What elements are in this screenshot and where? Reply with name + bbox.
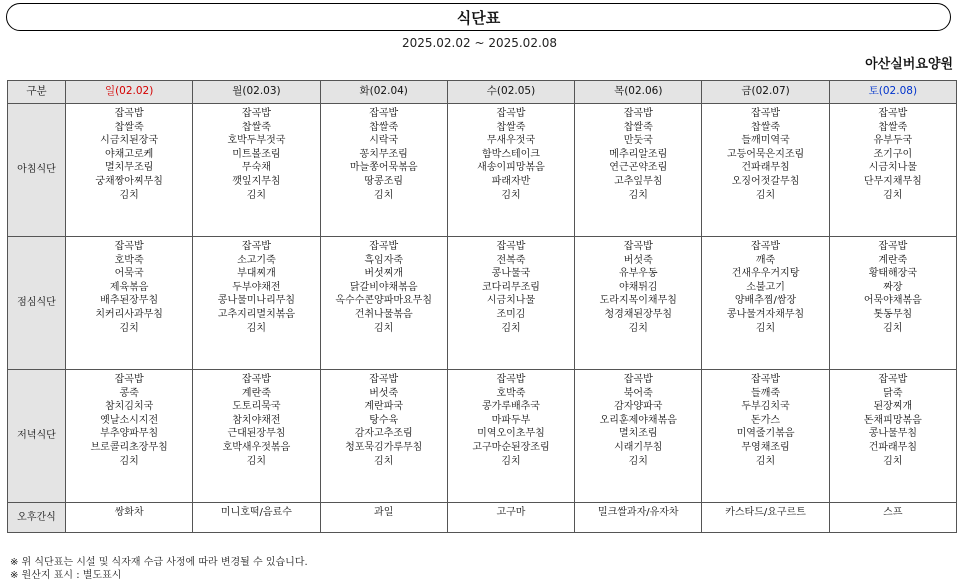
menu-item: 콩죽 <box>119 387 139 399</box>
menu-item: 김치 <box>883 189 903 201</box>
menu-item: 무영채조림 <box>741 441 790 453</box>
menu-item: 잡곡밥 <box>369 108 399 119</box>
page-title: 식단표 <box>456 8 501 27</box>
menu-item: 잡곡밥 <box>369 374 399 385</box>
menu-item: 야채고로케 <box>104 148 154 160</box>
menu-item: 건새우우거지탕 <box>731 268 800 280</box>
menu-item: 궁채짱아찌무침 <box>95 175 163 187</box>
meal-cell <box>575 104 702 237</box>
meal-cell <box>829 104 956 237</box>
menu-item: 짜장 <box>883 281 903 293</box>
menu-item: 마파두부 <box>491 414 531 426</box>
menu-item: 건취나물볶음 <box>354 308 413 320</box>
meal-cell <box>320 237 447 370</box>
meal-label: 아침식단 <box>8 104 66 237</box>
menu-item: 부대찌개 <box>237 268 276 280</box>
menu-item: 찹쌀죽 <box>623 121 653 133</box>
menu-item: 파래자반 <box>491 175 531 187</box>
menu-item: 무숙채 <box>241 162 271 174</box>
menu-item: 잡곡밥 <box>369 241 399 252</box>
menu-item: 감자양파국 <box>614 401 663 413</box>
menu-table <box>7 80 957 533</box>
menu-item: 호박죽 <box>114 254 144 266</box>
menu-item: 황태해장국 <box>868 268 917 280</box>
menu-item: 옛날소시지전 <box>100 414 159 426</box>
menu-item: 어묵야채볶음 <box>863 295 922 307</box>
menu-item: 두부야채전 <box>232 281 281 293</box>
menu-item: 배추된장무침 <box>100 295 159 307</box>
menu-item: 브로콜리초장무침 <box>90 441 168 453</box>
menu-item: 치커리사과무침 <box>95 308 163 320</box>
menu-item: 코다리무조림 <box>482 281 540 293</box>
menu-item: 소불고기 <box>746 281 785 293</box>
meal-label: 저녁식단 <box>8 370 66 503</box>
menu-item: 고구마순된장조림 <box>472 441 550 453</box>
menu-item: 호박두부젓국 <box>227 135 286 147</box>
meal-row <box>8 370 957 503</box>
menu-item: 잡곡밥 <box>751 241 781 252</box>
menu-item: 잡곡밥 <box>751 108 781 119</box>
menu-item: 미트볼조림 <box>232 148 281 160</box>
menu-item: 시금치나물 <box>868 162 917 174</box>
menu-item: 유부우동 <box>618 268 658 280</box>
day-header: 화(02.04) <box>320 81 447 104</box>
menu-item: 시금치나물 <box>486 295 536 307</box>
menu-item: 부추양파무침 <box>100 428 159 440</box>
meal-label: 점심식단 <box>8 237 66 370</box>
day-header: 일(02.02) <box>66 81 193 104</box>
menu-item: 참치야채전 <box>232 414 281 426</box>
snack-label: 오후간식 <box>8 503 66 533</box>
menu-item: 잡곡밥 <box>241 241 271 252</box>
menu-item: 김치 <box>755 455 776 467</box>
menu-item: 버섯죽 <box>369 387 399 399</box>
menu-item: 야채튀김 <box>618 281 658 293</box>
menu-item: 연근곤약조림 <box>609 162 668 174</box>
menu-item: 시락국 <box>369 135 399 147</box>
menu-item: 건파래무침 <box>868 441 917 453</box>
day-header: 목(02.06) <box>575 81 702 104</box>
menu-item: 김치 <box>246 189 267 201</box>
menu-item: 만둣국 <box>623 135 653 147</box>
menu-item: 김치 <box>119 322 139 334</box>
menu-item: 찹쌀죽 <box>496 121 526 133</box>
menu-item: 감자고추조림 <box>354 428 413 440</box>
meal-row <box>8 237 957 370</box>
organization-name: 아산실버요양원 <box>865 57 953 72</box>
menu-item: 들깨미역국 <box>741 135 790 147</box>
header-label: 구분 <box>8 81 66 104</box>
menu-item: 찹쌀죽 <box>751 121 781 133</box>
menu-item: 잡곡밥 <box>241 108 271 119</box>
notes <box>10 556 308 582</box>
snack-cell: 밀크쌀과자/유자차 <box>575 503 702 533</box>
menu-item: 호박새우젓볶음 <box>222 441 291 453</box>
menu-item: 어묵국 <box>114 268 144 280</box>
menu-item: 잡곡밥 <box>623 108 653 119</box>
snack-cell: 쌍화차 <box>66 503 193 533</box>
menu-item: 멸치무조림 <box>104 162 154 174</box>
menu-item: 김치 <box>246 455 267 467</box>
menu-item: 버섯죽 <box>623 254 653 266</box>
menu-item: 무새우젓국 <box>486 135 536 147</box>
menu-item: 메추리알조림 <box>609 148 668 160</box>
menu-item: 콩나물겨자채무침 <box>726 308 805 320</box>
menu-item: 돈채피망볶음 <box>863 414 922 426</box>
menu-item: 잡곡밥 <box>878 108 908 119</box>
menu-item: 닭죽 <box>883 387 903 399</box>
menu-item: 탕수육 <box>369 414 399 426</box>
menu-item: 김치 <box>883 455 903 467</box>
header-row <box>8 81 957 104</box>
menu-item: 시금치된장국 <box>100 135 159 147</box>
menu-item: 돈가스 <box>751 414 781 426</box>
menu-item: 닭갈비야채볶음 <box>349 281 418 293</box>
menu-item: 찹쌀죽 <box>241 121 271 133</box>
menu-item: 도라지목이채무침 <box>599 295 677 307</box>
meal-cell <box>320 104 447 237</box>
menu-item: 조미김 <box>496 308 526 320</box>
menu-item: 김치 <box>374 322 394 334</box>
menu-item: 새송이피망볶음 <box>477 162 545 174</box>
snack-row <box>8 503 957 533</box>
note-line: ※ 위 식단표는 시설 및 식자재 수급 사정에 따라 변경될 수 있습니다. <box>10 557 308 568</box>
meal-cell <box>447 104 574 237</box>
day-header: 수(02.05) <box>447 81 574 104</box>
menu-item: 조기구이 <box>873 148 913 160</box>
menu-item: 김치 <box>119 189 139 201</box>
menu-item: 꽁치무조림 <box>359 148 408 160</box>
menu-item: 김치 <box>755 322 776 334</box>
menu-item: 잡곡밥 <box>114 241 144 252</box>
menu-item: 김치 <box>883 322 903 334</box>
menu-item: 깨죽 <box>755 254 776 266</box>
meal-cell <box>66 237 193 370</box>
menu-item: 김치 <box>628 189 648 201</box>
meal-cell <box>193 370 320 503</box>
menu-item: 찹쌀죽 <box>369 121 399 133</box>
menu-item: 고추잎무침 <box>614 175 663 187</box>
menu-item: 콩나물무침 <box>868 428 917 440</box>
menu-item: 흑임자죽 <box>364 254 404 266</box>
meal-cell <box>575 237 702 370</box>
menu-item: 김치 <box>374 189 394 201</box>
menu-item: 잡곡밥 <box>878 374 908 385</box>
menu-item: 김치 <box>501 189 521 201</box>
snack-cell: 카스타드/요구르트 <box>702 503 829 533</box>
menu-item: 잡곡밥 <box>496 374 526 385</box>
meal-cell <box>193 237 320 370</box>
meal-cell <box>320 370 447 503</box>
menu-item: 잡곡밥 <box>751 374 781 385</box>
menu-item: 버섯찌개 <box>364 268 404 280</box>
snack-cell: 고구마 <box>447 503 574 533</box>
menu-item: 청포묵김가루무침 <box>345 441 423 453</box>
snack-cell: 스프 <box>829 503 956 533</box>
meal-cell <box>447 370 574 503</box>
menu-item: 김치 <box>501 322 521 334</box>
menu-item: 된장찌개 <box>873 401 913 413</box>
menu-item: 미역줄기볶음 <box>736 428 795 440</box>
menu-item: 계란죽 <box>241 387 271 399</box>
menu-item: 들깨죽 <box>751 387 781 399</box>
menu-item: 멸치조림 <box>618 428 658 440</box>
menu-item: 두부김치국 <box>741 401 790 413</box>
meal-cell <box>575 370 702 503</box>
meal-cell <box>702 237 829 370</box>
meal-cell <box>702 104 829 237</box>
menu-item: 전복죽 <box>496 254 526 266</box>
meal-cell <box>447 237 574 370</box>
meal-cell <box>829 237 956 370</box>
menu-item: 양배추찜/쌈장 <box>734 295 797 307</box>
menu-item: 톳동무침 <box>873 308 913 320</box>
menu-item: 북어죽 <box>623 387 653 399</box>
menu-item: 함박스테이크 <box>482 148 540 160</box>
menu-item: 김치 <box>628 322 648 334</box>
day-header: 월(02.03) <box>193 81 320 104</box>
menu-item: 단무지채무침 <box>863 175 922 187</box>
menu-item: 옥수수콘양파마요무침 <box>335 295 432 307</box>
menu-item: 오리훈제야채볶음 <box>599 414 677 426</box>
menu-item: 근대된장무침 <box>227 428 286 440</box>
menu-item: 콩나물국 <box>491 268 531 280</box>
menu-item: 청경채된장무침 <box>604 308 673 320</box>
day-header: 토(02.08) <box>829 81 956 104</box>
menu-item: 소고기죽 <box>237 254 276 266</box>
meal-cell <box>193 104 320 237</box>
meal-cell <box>66 370 193 503</box>
menu-item: 콩가루배추국 <box>482 401 540 413</box>
snack-cell: 미니호떡/음료수 <box>193 503 320 533</box>
menu-item: 잡곡밥 <box>114 108 144 119</box>
menu-item: 호박죽 <box>496 387 526 399</box>
menu-item: 오징어젓갈무침 <box>731 175 800 187</box>
menu-item: 잡곡밥 <box>496 108 526 119</box>
note-line: ※ 원산지 표시 : 별도표시 <box>10 570 122 581</box>
menu-item: 콩나물미나리무침 <box>217 295 296 307</box>
meal-cell <box>66 104 193 237</box>
menu-item: 김치 <box>755 189 776 201</box>
menu-item: 계란파국 <box>364 401 404 413</box>
menu-item: 잡곡밥 <box>114 374 144 385</box>
menu-item: 고추지리멸치볶음 <box>217 308 296 320</box>
snack-cell: 과일 <box>320 503 447 533</box>
title-box <box>6 3 951 31</box>
menu-item: 제육볶음 <box>109 281 149 293</box>
menu-item: 깻잎지무침 <box>232 175 281 187</box>
menu-item: 시래기무침 <box>614 441 663 453</box>
day-header: 금(02.07) <box>702 81 829 104</box>
menu-item: 잡곡밥 <box>623 241 653 252</box>
menu-item: 잡곡밥 <box>241 374 271 385</box>
menu-item: 잡곡밥 <box>878 241 908 252</box>
menu-item: 마늘쫑어묵볶음 <box>349 162 418 174</box>
meal-row <box>8 104 957 237</box>
menu-item: 고등어묵은지조림 <box>726 148 805 160</box>
menu-item: 도토리묵국 <box>232 401 281 413</box>
menu-item: 김치 <box>374 455 394 467</box>
menu-item: 계란죽 <box>878 254 908 266</box>
menu-item: 땅콩조림 <box>364 175 404 187</box>
menu-item: 잡곡밥 <box>623 374 653 385</box>
menu-item: 참치김치국 <box>104 401 154 413</box>
menu-item: 김치 <box>628 455 648 467</box>
menu-item: 김치 <box>119 455 139 467</box>
date-range: 2025.02.02 ~ 2025.02.08 <box>401 36 558 50</box>
menu-item: 건파래무침 <box>741 162 790 174</box>
menu-item: 찹쌀죽 <box>878 121 908 133</box>
menu-item: 미역오이초무침 <box>477 428 545 440</box>
meal-cell <box>702 370 829 503</box>
menu-item: 유부두국 <box>873 135 913 147</box>
menu-item: 찹쌀죽 <box>114 121 144 133</box>
meal-cell <box>829 370 956 503</box>
menu-item: 김치 <box>246 322 267 334</box>
menu-item: 김치 <box>501 455 521 467</box>
menu-item: 잡곡밥 <box>496 241 526 252</box>
